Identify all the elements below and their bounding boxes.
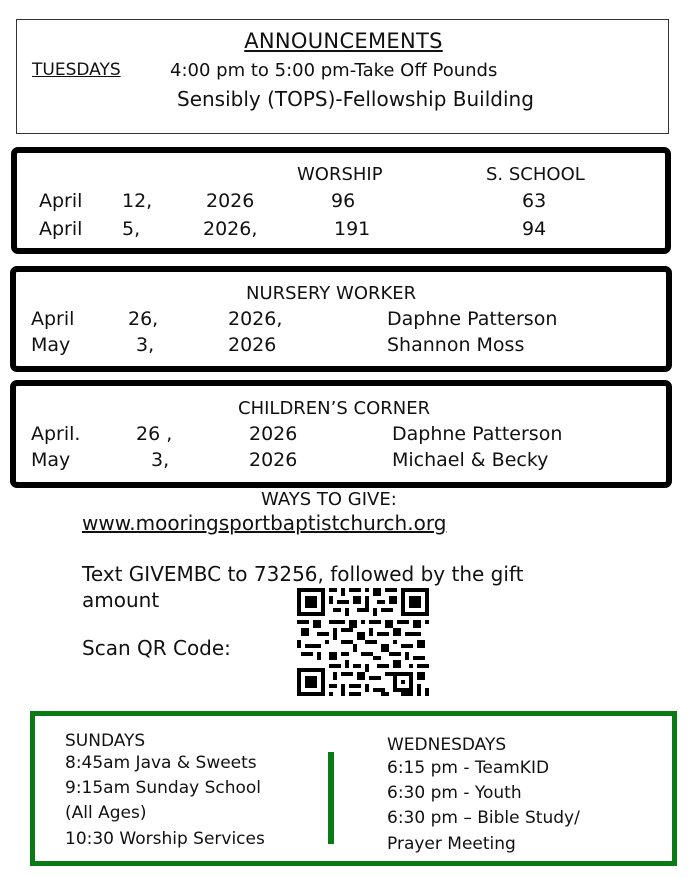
announcements-line-2: Sensibly (TOPS)-Fellowship Building <box>177 87 534 111</box>
schedule-divider <box>328 752 334 844</box>
announcements-day: TUESDAYS <box>32 60 121 80</box>
sundays-item-1: 8:45am Java & Sweets <box>65 753 257 773</box>
nursery-box <box>10 266 672 372</box>
children-row-2-day: 3, <box>151 449 170 471</box>
text-to-give-line-2: amount <box>82 588 160 612</box>
children-row-2-year: 2026 <box>249 449 298 471</box>
attendance-row-2-year: 2026, <box>203 218 258 240</box>
wednesdays-item-4: Prayer Meeting <box>387 834 516 854</box>
nursery-row-2-name: Shannon Moss <box>387 334 525 356</box>
nursery-title: NURSERY WORKER <box>246 283 417 304</box>
announcements-line-1: 4:00 pm to 5:00 pm-Take Off Pounds <box>170 60 498 81</box>
children-row-2-month: May <box>31 449 71 471</box>
nursery-row-1-name: Daphne Patterson <box>387 308 558 330</box>
attendance-row-2-worship: 191 <box>334 218 371 240</box>
sundays-title: SUNDAYS <box>65 731 146 751</box>
wednesdays-item-2: 6:30 pm - Youth <box>387 783 522 803</box>
text-to-give-line-1: Text GIVEMBC to 73256, followed by the gift <box>82 562 524 586</box>
children-row-1-month: April. <box>31 423 81 445</box>
attendance-row-1-school: 63 <box>522 190 547 212</box>
nursery-row-2-day: 3, <box>136 334 155 356</box>
ways-to-give-title: WAYS TO GIVE: <box>261 489 397 510</box>
attendance-row-1-year: 2026 <box>206 190 255 212</box>
nursery-row-1-day: 26, <box>128 308 159 330</box>
nursery-row-2-month: May <box>31 334 71 356</box>
children-row-1-day: 26 , <box>136 423 173 445</box>
wednesdays-item-3: 6:30 pm – Bible Study/ <box>387 808 580 828</box>
attendance-row-1-day: 12, <box>122 190 153 212</box>
wednesdays-title: WEDNESDAYS <box>387 735 507 755</box>
nursery-row-1-month: April <box>31 308 75 330</box>
childrens-corner-title: CHILDREN’S CORNER <box>238 398 431 419</box>
attendance-row-1-worship: 96 <box>331 190 356 212</box>
sundays-item-4: 10:30 Worship Services <box>65 829 265 849</box>
nursery-row-2-year: 2026 <box>228 334 277 356</box>
sunday-school-header: S. SCHOOL <box>486 164 585 185</box>
attendance-row-1-month: April <box>39 190 83 212</box>
attendance-row-2-month: April <box>39 218 83 240</box>
sundays-item-2: 9:15am Sunday School <box>65 778 262 798</box>
nursery-row-1-year: 2026, <box>228 308 283 330</box>
qr-code[interactable] <box>297 588 429 696</box>
childrens-corner-box <box>10 380 672 488</box>
children-row-1-name: Daphne Patterson <box>392 423 563 445</box>
wednesdays-item-1: 6:15 pm - TeamKID <box>387 758 550 778</box>
children-row-2-name: Michael & Becky <box>392 449 549 471</box>
attendance-row-2-school: 94 <box>522 218 547 240</box>
sundays-item-3: (All Ages) <box>65 803 147 823</box>
attendance-row-2-day: 5, <box>122 218 141 240</box>
church-website-link[interactable]: www.mooringsportbaptistchurch.org <box>82 511 447 535</box>
scan-qr-label: Scan QR Code: <box>82 636 231 660</box>
children-row-1-year: 2026 <box>249 423 298 445</box>
announcements-box <box>16 19 669 134</box>
announcements-title: ANNOUNCEMENTS <box>244 29 443 53</box>
worship-header: WORSHIP <box>297 164 383 185</box>
